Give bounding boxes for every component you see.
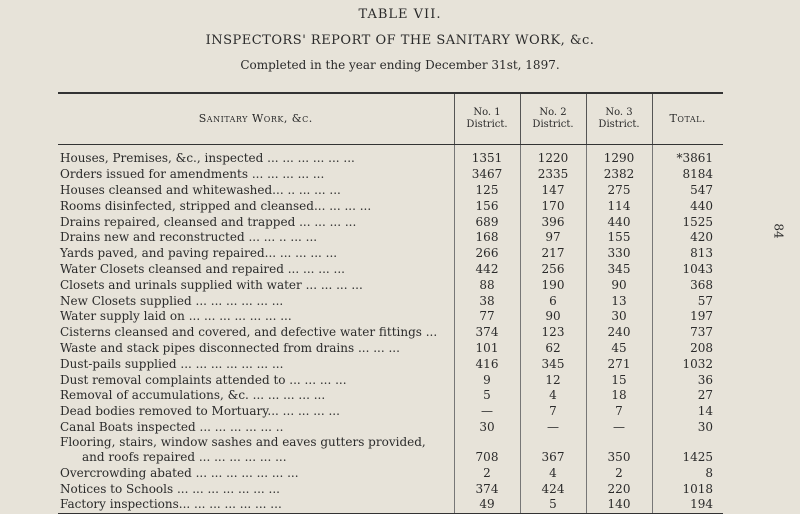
table-header-row (58, 94, 723, 145)
page-number: 84 (771, 223, 786, 239)
row-description-text: Canal Boats inspected ... ... ... ... ... .. (60, 419, 284, 434)
total-value: 57 (652, 293, 723, 309)
table-row (58, 262, 723, 278)
district-1-value: 1351 (454, 145, 520, 167)
column-header-district-2: No. 2 District. (520, 94, 586, 145)
row-description (58, 388, 454, 404)
district-1-value: 38 (454, 293, 520, 309)
row-description (58, 214, 454, 230)
total-value: 27 (652, 388, 723, 404)
table-row (58, 388, 723, 404)
row-description (58, 262, 454, 278)
row-description-text: Water Closets cleansed and repaired ... ... ... ... (60, 261, 345, 276)
district-3-value: 2 (586, 465, 652, 481)
table-row (58, 341, 723, 357)
total-value: 813 (652, 246, 723, 262)
total-value: 30 (652, 420, 723, 436)
total-value: 194 (652, 497, 723, 513)
row-description-text: Factory inspections... ... ... ... ... ... ... (60, 497, 282, 512)
district-3-value: 240 (586, 325, 652, 341)
district-2-value: 256 (520, 262, 586, 278)
district-3-value: 90 (586, 277, 652, 293)
row-description-text: Drains repaired, cleansed and trapped ... ... ... ... (60, 214, 357, 229)
row-description-text: Notices to Schools ... ... ... ... ... ... ... (60, 481, 280, 496)
district-2-value: 97 (520, 230, 586, 246)
table-row (58, 309, 723, 325)
table-row (58, 183, 723, 199)
total-value: 1043 (652, 262, 723, 278)
district-2-value: 170 (520, 198, 586, 214)
table-row (58, 481, 723, 497)
district-1-value: 416 (454, 356, 520, 372)
row-description-text: Orders issued for amendments ... ... ... ... ... (60, 167, 325, 182)
table-row (58, 325, 723, 341)
table-row (58, 293, 723, 309)
district-2-value: 190 (520, 277, 586, 293)
row-description-text: Cisterns cleansed and covered, and defective water fittings ... (60, 325, 438, 340)
total-value: 1425 (652, 435, 723, 465)
report-subtitle: Completed in the year ending December 31st, 1897. (240, 58, 560, 72)
district-1-value: 5 (454, 388, 520, 404)
district-1-value: 77 (454, 309, 520, 325)
row-description-text: Closets and urinals supplied with water ... ... ... ... (60, 277, 363, 292)
total-value: 1525 (652, 214, 723, 230)
row-description (58, 497, 454, 513)
district-3-value: 18 (586, 388, 652, 404)
row-description-text: Dead bodies removed to Mortuary... ... ... ... ... (60, 404, 340, 419)
district-1-value: 101 (454, 341, 520, 357)
row-description (58, 465, 454, 481)
district-2-value: 345 (520, 356, 586, 372)
district-1-value: 30 (454, 420, 520, 436)
row-description (58, 481, 454, 497)
district-2-value: 147 (520, 183, 586, 199)
row-description (58, 420, 454, 436)
district-2-value: 5 (520, 497, 586, 513)
total-value: 197 (652, 309, 723, 325)
district-2-value: 6 (520, 293, 586, 309)
total-value: 8184 (652, 167, 723, 183)
row-description (58, 404, 454, 420)
row-description-text: Rooms disinfected, stripped and cleansed... ... ... ... (60, 198, 372, 213)
table-row (58, 246, 723, 262)
district-1-value: 708 (454, 435, 520, 465)
district-3-value: 330 (586, 246, 652, 262)
district-2-value: 424 (520, 481, 586, 497)
column-header-total: Total. (652, 94, 723, 145)
district-1-value: 156 (454, 198, 520, 214)
district-1-value: 3467 (454, 167, 520, 183)
district-3-value: — (586, 420, 652, 436)
district-3-value: 45 (586, 341, 652, 357)
district-1-value: 9 (454, 372, 520, 388)
district-1-value: 125 (454, 183, 520, 199)
row-description-text: Drains new and reconstructed ... ... .. ... ... (60, 230, 318, 245)
table-row (58, 372, 723, 388)
district-2-value: 4 (520, 388, 586, 404)
table-row (58, 214, 723, 230)
district-1-value: 442 (454, 262, 520, 278)
row-description-text: New Closets supplied ... ... ... ... ... ... (60, 293, 284, 308)
district-3-value: 440 (586, 214, 652, 230)
sanitary-work-table-container (58, 92, 723, 514)
district-1-value: 689 (454, 214, 520, 230)
district-3-value: 345 (586, 262, 652, 278)
total-value: 440 (652, 198, 723, 214)
row-description-text: Water supply laid on ... ... ... ... ... ... ... (60, 309, 292, 324)
row-description (58, 145, 454, 167)
column-header-district-3: No. 3 District. (586, 94, 652, 145)
table-body (58, 145, 723, 514)
district-3-value: 2382 (586, 167, 652, 183)
row-description-text: Removal of accumulations, &c. ... ... ... ... ... (60, 388, 326, 403)
row-description-text: Dust-pails supplied ... ... ... ... ... ... ... (60, 356, 284, 371)
row-description (58, 341, 454, 357)
row-description-text: Yards paved, and paving repaired... ... ... ... ... (60, 246, 338, 261)
district-1-value: 168 (454, 230, 520, 246)
district-1-value: 49 (454, 497, 520, 513)
district-2-value: 90 (520, 309, 586, 325)
row-description-text: Houses cleansed and whitewashed... .. ... ... ... (60, 182, 341, 197)
row-description-text: Houses, Premises, &c., inspected ... ... ... ... ... ... (60, 151, 355, 166)
row-description-text: Overcrowding abated ... ... ... ... ... ... ... (60, 465, 299, 480)
table-row (58, 167, 723, 183)
district-3-value: 350 (586, 435, 652, 465)
table-row (58, 404, 723, 420)
sanitary-work-table (58, 94, 723, 514)
row-description (58, 293, 454, 309)
table-row (58, 356, 723, 372)
district-1-value: 2 (454, 465, 520, 481)
table-row (58, 420, 723, 436)
district-2-value: 7 (520, 404, 586, 420)
column-header-district-1: No. 1 District. (454, 94, 520, 145)
district-2-value: 4 (520, 465, 586, 481)
row-description-text: Dust removal complaints attended to ... ... ... ... (60, 372, 347, 387)
district-3-value: 220 (586, 481, 652, 497)
district-3-value: 30 (586, 309, 652, 325)
table-row (58, 435, 723, 465)
district-1-value: — (454, 404, 520, 420)
total-value: 547 (652, 183, 723, 199)
total-value: 14 (652, 404, 723, 420)
district-3-value: 1290 (586, 145, 652, 167)
table-title: TABLE VII. (358, 7, 442, 22)
district-2-value: 123 (520, 325, 586, 341)
row-description (58, 198, 454, 214)
district-3-value: 275 (586, 183, 652, 199)
row-description-text-line2: and roofs repaired ... ... ... ... ... ... (82, 450, 287, 465)
total-value: 1018 (652, 481, 723, 497)
row-description (58, 356, 454, 372)
district-1-value: 374 (454, 481, 520, 497)
total-value: 420 (652, 230, 723, 246)
table-row (58, 277, 723, 293)
district-2-value: 396 (520, 214, 586, 230)
row-description (58, 325, 454, 341)
table-row (58, 145, 723, 167)
total-value: 208 (652, 341, 723, 357)
table-row (58, 465, 723, 481)
row-description (58, 167, 454, 183)
district-2-value: 62 (520, 341, 586, 357)
row-description (58, 277, 454, 293)
row-description (58, 230, 454, 246)
column-header-work: Sanitary Work, &c. (58, 94, 454, 145)
district-2-value: 2335 (520, 167, 586, 183)
district-3-value: 114 (586, 198, 652, 214)
table-row (58, 230, 723, 246)
district-2-value: 1220 (520, 145, 586, 167)
district-1-value: 374 (454, 325, 520, 341)
row-description (58, 372, 454, 388)
total-value: 8 (652, 465, 723, 481)
district-3-value: 13 (586, 293, 652, 309)
row-description (58, 246, 454, 262)
total-value: 737 (652, 325, 723, 341)
district-2-value: 367 (520, 435, 586, 465)
row-description-text: Waste and stack pipes disconnected from drains ... ... ... (60, 340, 400, 355)
row-description (58, 183, 454, 199)
total-value: 36 (652, 372, 723, 388)
table-row (58, 198, 723, 214)
district-2-value: — (520, 420, 586, 436)
district-3-value: 140 (586, 497, 652, 513)
district-3-value: 15 (586, 372, 652, 388)
district-1-value: 88 (454, 277, 520, 293)
district-3-value: 7 (586, 404, 652, 420)
district-1-value: 266 (454, 246, 520, 262)
row-description (58, 435, 454, 465)
district-2-value: 217 (520, 246, 586, 262)
table-row (58, 497, 723, 513)
report-title: INSPECTORS' REPORT OF THE SANITARY WORK, &c. (205, 33, 595, 48)
district-3-value: 271 (586, 356, 652, 372)
row-description-text: Flooring, stairs, window sashes and eaves gutters provided, (60, 435, 426, 450)
total-value: 1032 (652, 356, 723, 372)
district-3-value: 155 (586, 230, 652, 246)
total-value: 368 (652, 277, 723, 293)
total-value: *3861 (652, 145, 723, 167)
district-2-value: 12 (520, 372, 586, 388)
row-description (58, 309, 454, 325)
